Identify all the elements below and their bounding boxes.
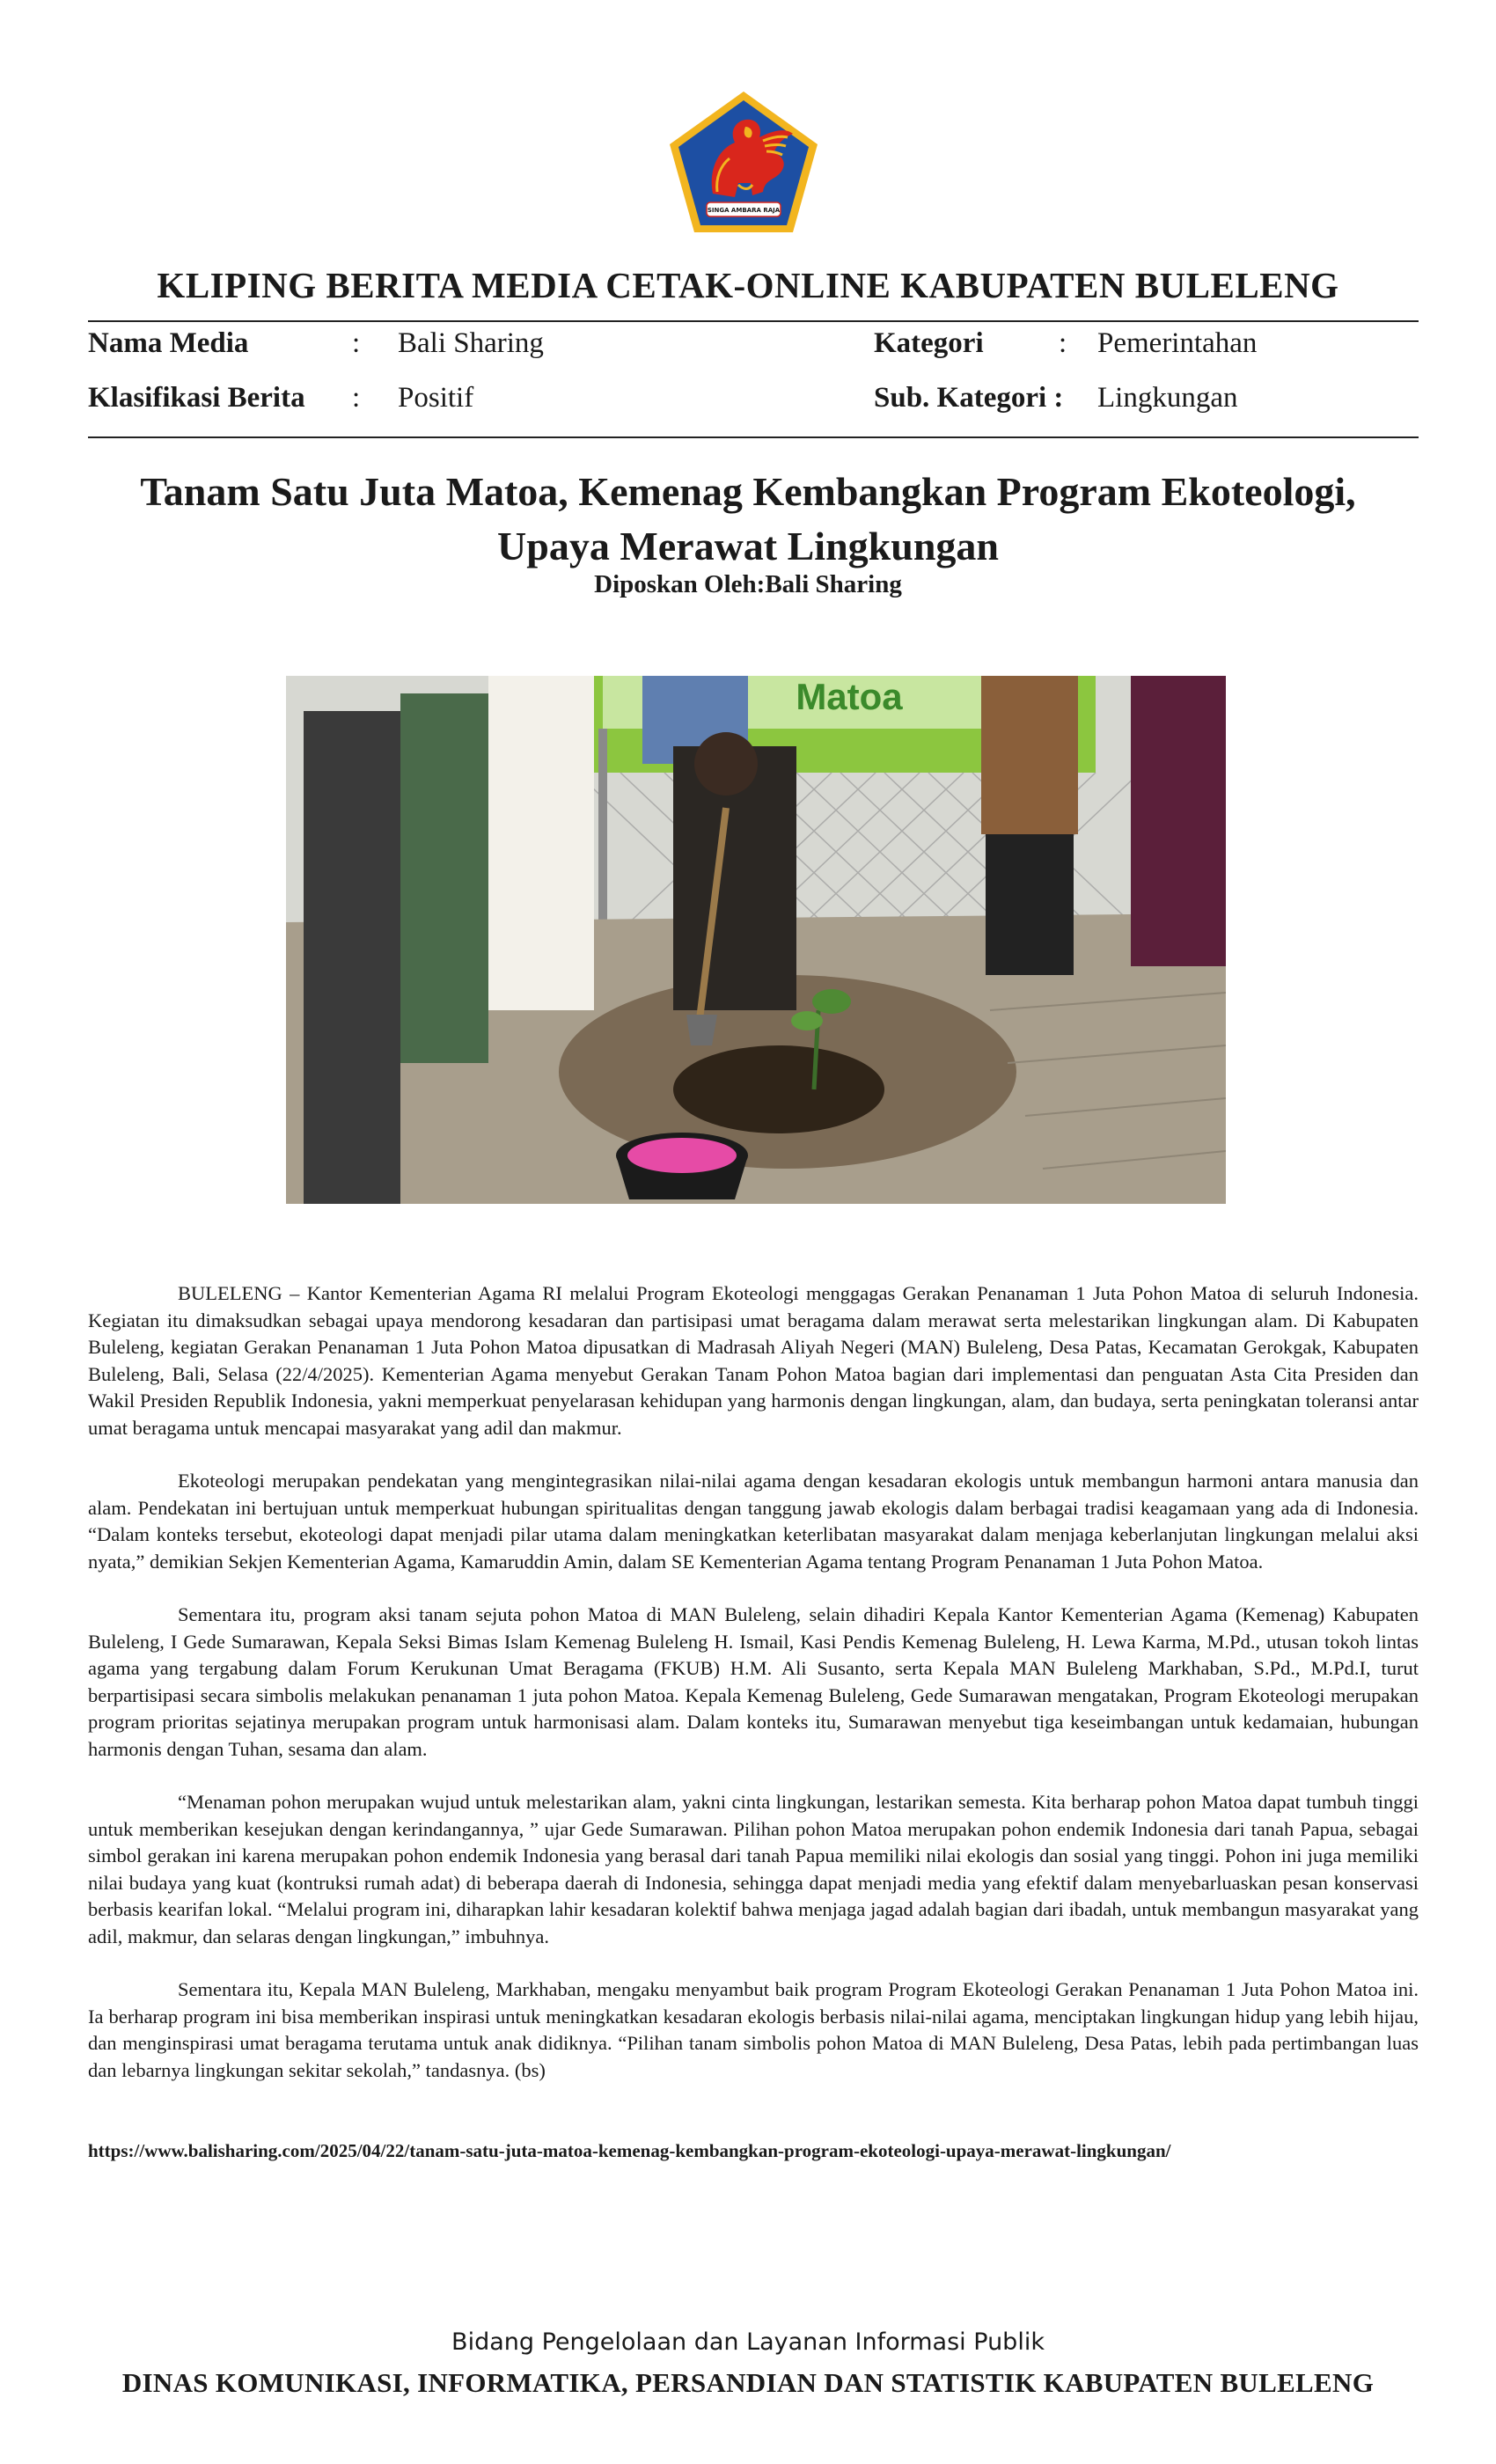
classification-value: Positif xyxy=(398,382,474,414)
article-paragraph: “Menaman pohon merupakan wujud untuk melestarikan alam, yakni cinta lingkungan, lestarikan semesta. Kita berharap pohon Matoa dapat tumbuh tinggi untuk memberikan kesejukan dengan kerindangannya, ” ujar Gede Sumarawan. Pilihan pohon Matoa merupakan pohon endemik Indonesia dari tanah Papua, sebagai simbol gerakan ini karena merupakan pohon endemik Indonesia yang berasal dari tanah Papua memiliki nilai ekologis dan sosial yang tinggi. Pohon ini juga memiliki nilai budaya yang kuat (kontruksi rumah adat) di beberapa daerah di Indonesia, sehingga dapat menjadi media yang efektif dalam menyebarluaskan pesan konservasi berbasis kearifan lokal. “Melalui program ini, diharapkan lahir kesadaran kolektif bahwa menjaga jagad adalah bagian dari ibadah, untuk membangun masyarakat yang adil, makmur, dan selaras dengan lingkungan,” imbuhnya. xyxy=(88,1791,1419,1947)
media-name-value: Bali Sharing xyxy=(398,327,544,359)
article-paragraph: Sementara itu, Kepala MAN Buleleng, Markhaban, mengaku menyambut baik program Program Ekoteologi Gerakan Penanaman 1 Juta Pohon Matoa ini. Ia berharap program ini bisa memberikan inspirasi untuk meningkatkan kesadaran ekologis berbasis nilai-nilai agama, menciptakan lingkungan hidup yang lebih hijau, dan menginspirasi umat beragama terutama untuk anak didiknya. “Pilihan tanam simbolis pohon Matoa di MAN Buleleng, Desa Patas, lebih pada pertimbangan luas dan lebarnya lingkungan sekitar sekolah,” tandasnya. (bs) xyxy=(88,1978,1419,2081)
article-photo xyxy=(286,676,1226,1204)
footer-division: Bidang Pengelolaan dan Layanan Informasi Publik xyxy=(451,2328,1045,2356)
classification-label: Klasifikasi Berita xyxy=(88,382,305,414)
media-name-colon: : xyxy=(352,327,361,359)
source-url-link[interactable]: https://www.balisharing.com/2025/04/22/tanam-satu-juta-matoa-kemenag-kembangkan-program-ekoteologi-upaya-merawat-lingkungan/ xyxy=(88,2140,1171,2161)
header-divider xyxy=(88,320,1419,322)
logo-motto: SINGA AMBARA RAJA xyxy=(707,207,781,214)
article-title-line-2: Upaya Merawat Lingkungan xyxy=(497,524,999,568)
photo-banner-text: Matoa xyxy=(796,676,903,717)
subcategory-label: Sub. Kategori : xyxy=(874,382,1064,414)
article-paragraph: Ekoteologi merupakan pendekatan yang mengintegrasikan nilai-nilai agama dengan kesadaran ekologis untuk membangun harmoni antara manusia dan alam. Pendekatan ini bertujuan untuk memperkuat hubungan spiritualitas dengan tanggung jawab ekologis dalam berbagai tradisi keagamaan yang ada di Indonesia. “Dalam konteks tersebut, ekoteologi dapat menjadi pilar utama dalam meningkatkan keterlibatan masyarakat dalam menjaga keberlanjutan lingkungan melalui aksi nyata,” demikian Sekjen Kementerian Agama, Kamaruddin Amin, dalam SE Kementerian Agama tentang Program Penanaman 1 Juta Pohon Matoa. xyxy=(88,1470,1419,1573)
article-title xyxy=(88,465,1408,574)
buleleng-crest-logo xyxy=(664,88,823,238)
media-name-label: Nama Media xyxy=(88,327,249,359)
meta-row-media xyxy=(88,327,1419,371)
category-value: Pemerintahan xyxy=(1097,327,1258,359)
article-byline: Diposkan Oleh:Bali Sharing xyxy=(594,570,902,598)
category-label: Kategori xyxy=(874,327,984,359)
classification-colon: : xyxy=(352,382,361,414)
footer-agency: DINAS KOMUNIKASI, INFORMATIKA, PERSANDIAN DAN STATISTIK KABUPATEN BULELENG xyxy=(121,2367,1375,2398)
meta-divider xyxy=(88,436,1419,438)
article-paragraph: Sementara itu, program aksi tanam sejuta pohon Matoa di MAN Buleleng, selain dihadiri Kepala Kantor Kementerian Agama (Kemenag) Kabupaten Buleleng, I Gede Sumarawan, Kepala Seksi Bimas Islam Kemenag Buleleng H. Ismail, Kasi Pendis Kemenag Buleleng, H. Lewa Karma, M.Pd., utusan tokoh lintas agama yang tergabung dalam Forum Kerukunan Umat Beragama (FKUB) H.M. Ali Susanto, serta Kepala MAN Buleleng Markhaban, S.Pd., M.Pd.I, turut berpartisipasi secara simbolis melakukan penanaman 1 juta pohon Matoa. Kepala Kemenag Buleleng, Gede Sumarawan mengatakan, Program Ekoteologi merupakan program prioritas sejatinya merupakan program untuk harmonisasi alam. Dalam konteks itu, Sumarawan menyebut tiga keseimbangan untuk kedamaian, hubungan harmonis dengan Tuhan, sesama dan alam. xyxy=(88,1603,1419,1760)
article-paragraph: BULELENG – Kantor Kementerian Agama RI melalui Program Ekoteologi menggagas Gerakan Penanaman 1 Juta Pohon Matoa di seluruh Indonesia. Kegiatan itu dimaksudkan sebagai upaya mendorong kesadaran dan partisipasi umat beragama dalam merawat serta melestarikan lingkungan alam. Di Kabupaten Buleleng, kegiatan Gerakan Penanaman 1 Juta Pohon Matoa dipusatkan di Madrasah Aliyah Negeri (MAN) Buleleng, Desa Patas, Kecamatan Gerokgak, Kabupaten Buleleng, Bali, Selasa (22/4/2025). Kementerian Agama menyebut Gerakan Tanam Pohon Matoa bagian dari implementasi dan penguatan Asta Cita Presiden dan Wakil Presiden Republik Indonesia, yakni memperkuat penyelarasan kehidupan yang harmonis dengan lingkungan, alam, dan budaya, serta peningkatan toleransi antar umat beragama untuk mencapai masyarakat yang adil dan makmur. xyxy=(88,1282,1419,1439)
meta-row-classification xyxy=(88,382,1419,426)
article-title-line-1: Tanam Satu Juta Matoa, Kemenag Kembangkan Program Ekoteologi, xyxy=(140,469,1356,514)
clipping-header-title: KLIPING BERITA MEDIA CETAK-ONLINE KABUPATEN BULELENG xyxy=(157,265,1339,305)
category-colon: : xyxy=(1059,327,1067,359)
article-body xyxy=(88,1280,1419,2110)
subcategory-value: Lingkungan xyxy=(1097,382,1238,414)
